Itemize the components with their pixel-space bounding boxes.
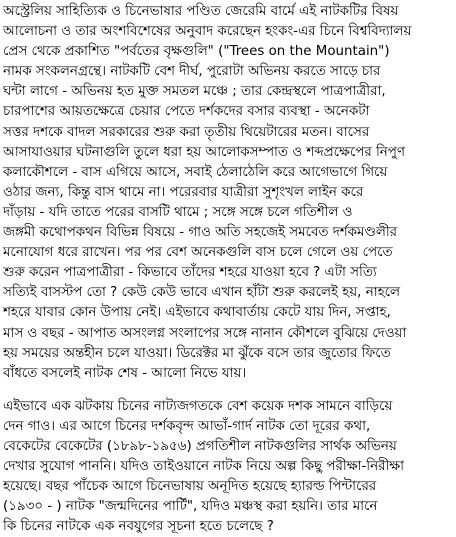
text-line: সত্যিই বাসস্টপ তো ? কেউ কেউ ভাবে এখান হাঁটা শুরু করলেই হয়, নাহলে [3, 285, 400, 301]
text-line: কি চিনের নাটকে এক নবযুগের সূচনা হতে চলেছে ? [3, 519, 274, 535]
text-line: জঙ্গমী কথোপকথন বিভিন্ন বিষয়ে - গাও অতি সহজেই সমবেত দর্শকমণ্ডলীর [3, 225, 398, 241]
text-line: প্রেস থেকে প্রকাশিত "পর্বতের বৃক্ষগুলি" ("Trees on the Mountain") [3, 44, 390, 60]
text-line: মাস ও বছর - আপাত অসংলগ্ন সংলাপের সঙ্গে নানান কৌশলে বুঝিয়ে দেওয়া [3, 325, 407, 341]
text-line: (১৯৩০ - ) নাটক "জন্মদিনের পার্টি", যদিও মঞ্চস্থ করা হয়নি। তার মানে [3, 499, 378, 515]
text-line: সত্তর দশকে বাদল সরকারের শুরু করা তৃতীয় থিয়েটারের মতন। বাসের [3, 124, 370, 140]
text-line: এইভাবে এক ঝটকায় চিনের নাট্যজগতকে বেশ কয়েক দশক সামনে বাড়িয়ে [3, 398, 393, 414]
text-line: শুরু করেন পাত্রপাত্রীরা - কিভাবে তাঁদের শহরে যাওয়া হবে ? এটা সত্যি [3, 265, 377, 281]
text-line: চারপাশের আয়তক্ষেত্রে চেয়ার পেতে দর্শকদের বসার ব্যবস্থা - অনেকটা [3, 104, 370, 120]
text-line: নামক সংকলনগ্রন্থে। নাটকটি বেশ দীর্ঘ, পুরোটা অভিনয় করতে সাড়ে চার [3, 64, 381, 80]
text-line: বেকেটের বেকেটের (১৮৯৮-১৯৫৬) প্রগতিশীল নাটকগুলির সার্থক অভিনয় [3, 438, 397, 454]
text-line: শহরে যাবার কোন উপায় নেই। এইভাবে কথাবার্তায় কেটে যায় দিন, সপ্তাহ, [3, 305, 391, 321]
paragraph-chinese-theatre-history [3, 397, 452, 537]
text-line: আলোচনা ও তার অংশবিশেষের অনুবাদ করেছেন হংকং-এর চিনে বিশ্ববিদ্যালয় [3, 24, 412, 40]
text-line: আসাযাওয়ার ঘটনাগুলি তুলে ধরা হয় আলোকসম্পাত ও শব্দপ্রক্ষেপের নিপুণ [3, 144, 405, 160]
text-line: ওঠার জন্য, কিন্তু বাস থামে না। পরেরবার যাত্রীরা সুশৃংখল লাইন করে [3, 184, 364, 200]
text-line: দাঁড়ায় - যদি তাতে পরের বাসটি থামে ; সঙ্গে সঙ্গে চলে গতিশীল ও [3, 204, 353, 220]
text-line: দেখার সুযোগ পাননি। যদিও তাইওয়ানে নাটক নিয়ে অল্প কিছু পরীক্ষা-নিরীক্ষা [3, 459, 405, 475]
paragraph-bus-stop-description [3, 2, 452, 384]
text-line: হয়েছে। বছর পাঁচেক আগে চিনেভাষায় অনূদিত হয়েছে হ্যারল্ড পিন্টারের [3, 479, 377, 495]
text-line: হয় সময়ের অন্তহীন চলে যাওয়া। ডিরেক্টর মা ঝুঁকে বসে তার জুতোর ফিতে [3, 345, 391, 361]
text-line: ঘন্টা লাগে - অভিনয় হত মুক্ত সমতল মঞ্চে ; তার কেন্দ্রস্থলে পাত্রপাত্রীরা, [3, 84, 386, 100]
text-line: মনোযোগ ধরে রাখেন। পর পর বেশ অনেকগুলি বাস চলে গেলে ওয় পেতে [3, 245, 393, 261]
text-line: কলাকৌশলে - বাস এগিয়ে আসে, সবাই ঠেলাঠেলি করে আগেভাগে গিয়ে [3, 164, 388, 180]
text-line: দেন গাও। এর আগে চিনের দর্শকবৃন্দ আভাঁ-গার্দ নাটক তো দূরের কথা, [3, 418, 371, 434]
text-line: বাঁধতে বসলেই নাটক শেষ - আলো নিভে যায়। [3, 365, 247, 381]
text-line: অস্ট্রেলিয় সাহিত্যিক ও চিনেভাষার পণ্ডিত জেরেমি বার্মে এই নাটকটির বিষয় [3, 4, 399, 19]
paragraph-spacer [3, 384, 452, 397]
